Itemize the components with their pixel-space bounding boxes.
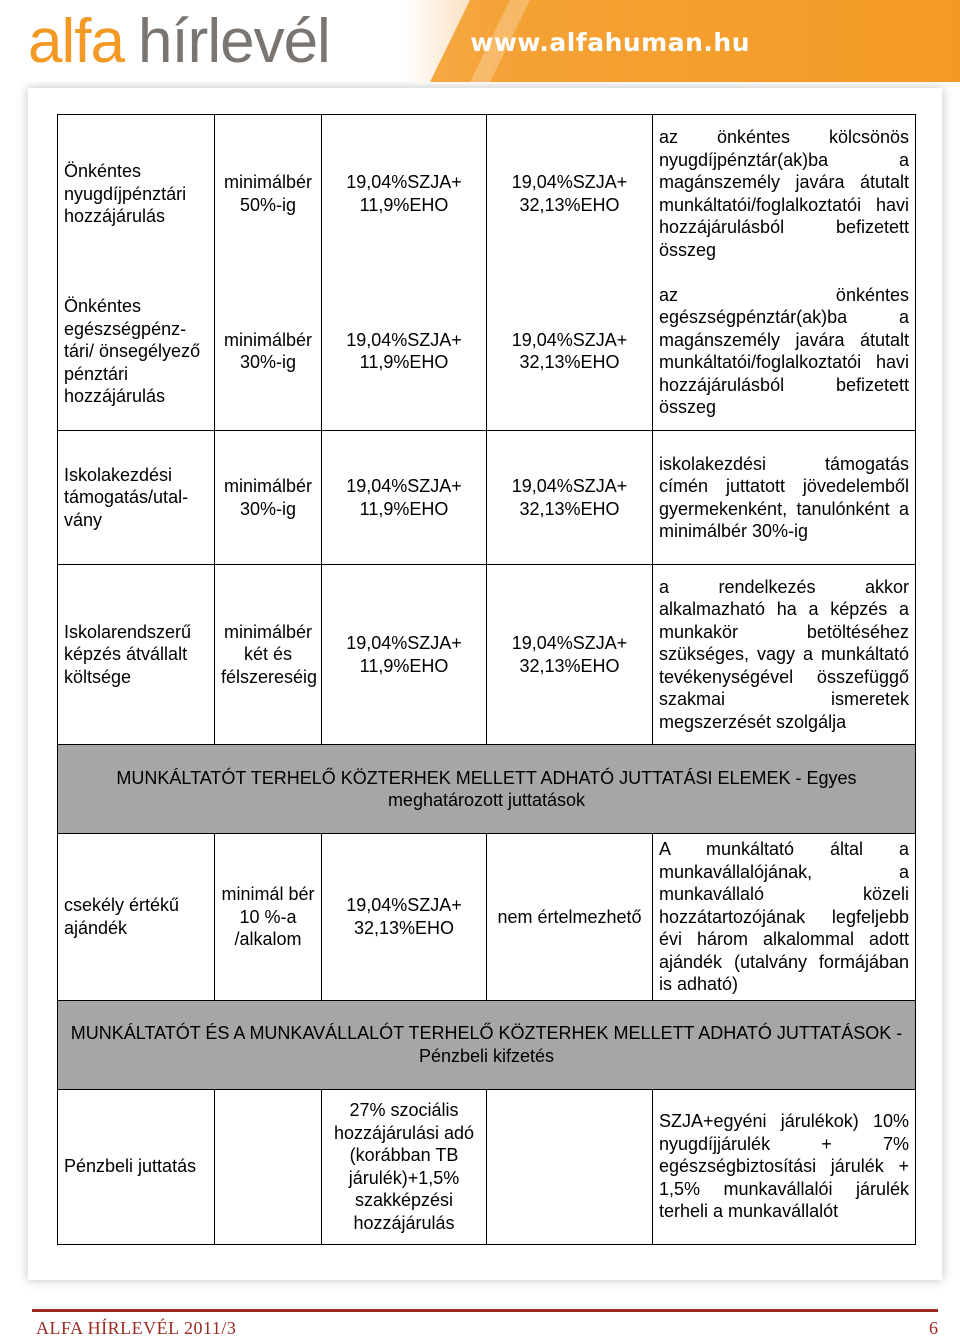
table-row	[58, 565, 916, 745]
header-banner	[0, 0, 960, 82]
benefit-name: csekély értékű ajándék	[58, 834, 215, 1001]
footer-rule	[32, 1309, 938, 1312]
logo-hirlevel: hírlevél	[137, 7, 330, 76]
benefit-description: az önkéntes kölcsönös nyugdíjpénztár(ak)ba a magánszemély javára átutalt munkáltatói/foglalkoztatói havi hozzájárulásból befizetett összeg	[653, 115, 916, 273]
tax-column-4: 19,04%SZJA+ 32,13%EHO	[487, 431, 653, 565]
table-row	[58, 1089, 916, 1244]
table-row	[58, 834, 916, 1001]
benefit-limit: minimálbér 50%-ig	[215, 115, 322, 273]
alfa-hirlevel-logo	[28, 4, 330, 80]
section-header-row	[58, 745, 916, 834]
benefit-description: a rendelkezés akkor alkalmazható ha a képzés a munkakör betöltéséhez szükséges, vagy a munkáltató tevékenységével összefüggő szakmai ismeretek megszerzését szolgálja	[653, 565, 916, 745]
benefit-limit	[215, 1089, 322, 1244]
site-url[interactable]: www.alfahuman.hu	[470, 28, 750, 57]
tax-column-3: 19,04%SZJA+ 11,9%EHO	[322, 565, 487, 745]
benefit-name: Önkéntes nyugdíjpénztári hozzájárulás	[58, 115, 215, 273]
table-row	[58, 431, 916, 565]
tax-column-4: 19,04%SZJA+ 32,13%EHO	[487, 565, 653, 745]
benefit-limit: minimálbér 30%-ig	[215, 273, 322, 431]
section-header: MUNKÁLTATÓT ÉS A MUNKAVÁLLALÓT TERHELŐ KÖZTERHEK MELLETT ADHATÓ JUTTATÁSOK - Pénzbeli kifzetés	[58, 1000, 916, 1089]
benefit-limit: minimálbér 30%-ig	[215, 431, 322, 565]
footer-issue: ALFA HÍRLEVÉL 2011/3	[36, 1318, 237, 1338]
tax-column-3: 19,04%SZJA+ 32,13%EHO	[322, 834, 487, 1001]
logo-alfa: alfa	[28, 7, 124, 76]
benefits-table	[57, 114, 916, 1245]
benefit-name: Önkéntes egészségpénz-tári/ önsegélyező pénztári hozzájárulás	[58, 273, 215, 431]
section-header-row	[58, 1000, 916, 1089]
benefit-description: az önkéntes egészségpénztár(ak)ba a magánszemély javára átutalt munkáltatói/foglalkoztatói havi hozzájárulásból befizetett összeg	[653, 273, 916, 431]
benefit-limit: minimálbér két és félszereséig	[215, 565, 322, 745]
table-row	[58, 273, 916, 431]
tax-column-4: nem értelmezhető	[487, 834, 653, 1001]
benefit-description: A munkáltató által a munkavállalójának, a munkavállaló közeli hozzátartozójának legfeljebb évi három alkalommal adott ajándék (utalvány formájában is adható)	[653, 834, 916, 1001]
benefit-limit: minimál bér 10 %-a /alkalom	[215, 834, 322, 1001]
page-number: 6	[929, 1318, 938, 1338]
tax-column-3: 27% szociális hozzájárulási adó (korábban TB járulék)+1,5% szakképzési hozzájárulás	[322, 1089, 487, 1244]
benefit-name: Pénzbeli juttatás	[58, 1089, 215, 1244]
tax-column-3: 19,04%SZJA+ 11,9%EHO	[322, 273, 487, 431]
benefit-name: Iskolakezdési támogatás/utal-vány	[58, 431, 215, 565]
section-header: MUNKÁLTATÓT TERHELŐ KÖZTERHEK MELLETT ADHATÓ JUTTATÁSI ELEMEK - Egyes meghatározott juttatások	[58, 745, 916, 834]
tax-column-4: 19,04%SZJA+ 32,13%EHO	[487, 273, 653, 431]
tax-column-4	[487, 1089, 653, 1244]
tax-column-4: 19,04%SZJA+ 32,13%EHO	[487, 115, 653, 273]
tax-column-3: 19,04%SZJA+ 11,9%EHO	[322, 431, 487, 565]
tax-column-3: 19,04%SZJA+ 11,9%EHO	[322, 115, 487, 273]
benefit-name: Iskolarendszerű képzés átvállalt költsége	[58, 565, 215, 745]
table-row	[58, 115, 916, 273]
benefit-description: SZJA+egyéni járulékok) 10% nyugdíjjárulék + 7% egészségbiztosítási járulék + 1,5% munkavállalói járulék terheli a munkavállalót	[653, 1089, 916, 1244]
benefit-description: iskolakezdési támogatás címén juttatott jövedelemből gyermekenként, tanulónként a minimálbér 30%-ig	[653, 431, 916, 565]
